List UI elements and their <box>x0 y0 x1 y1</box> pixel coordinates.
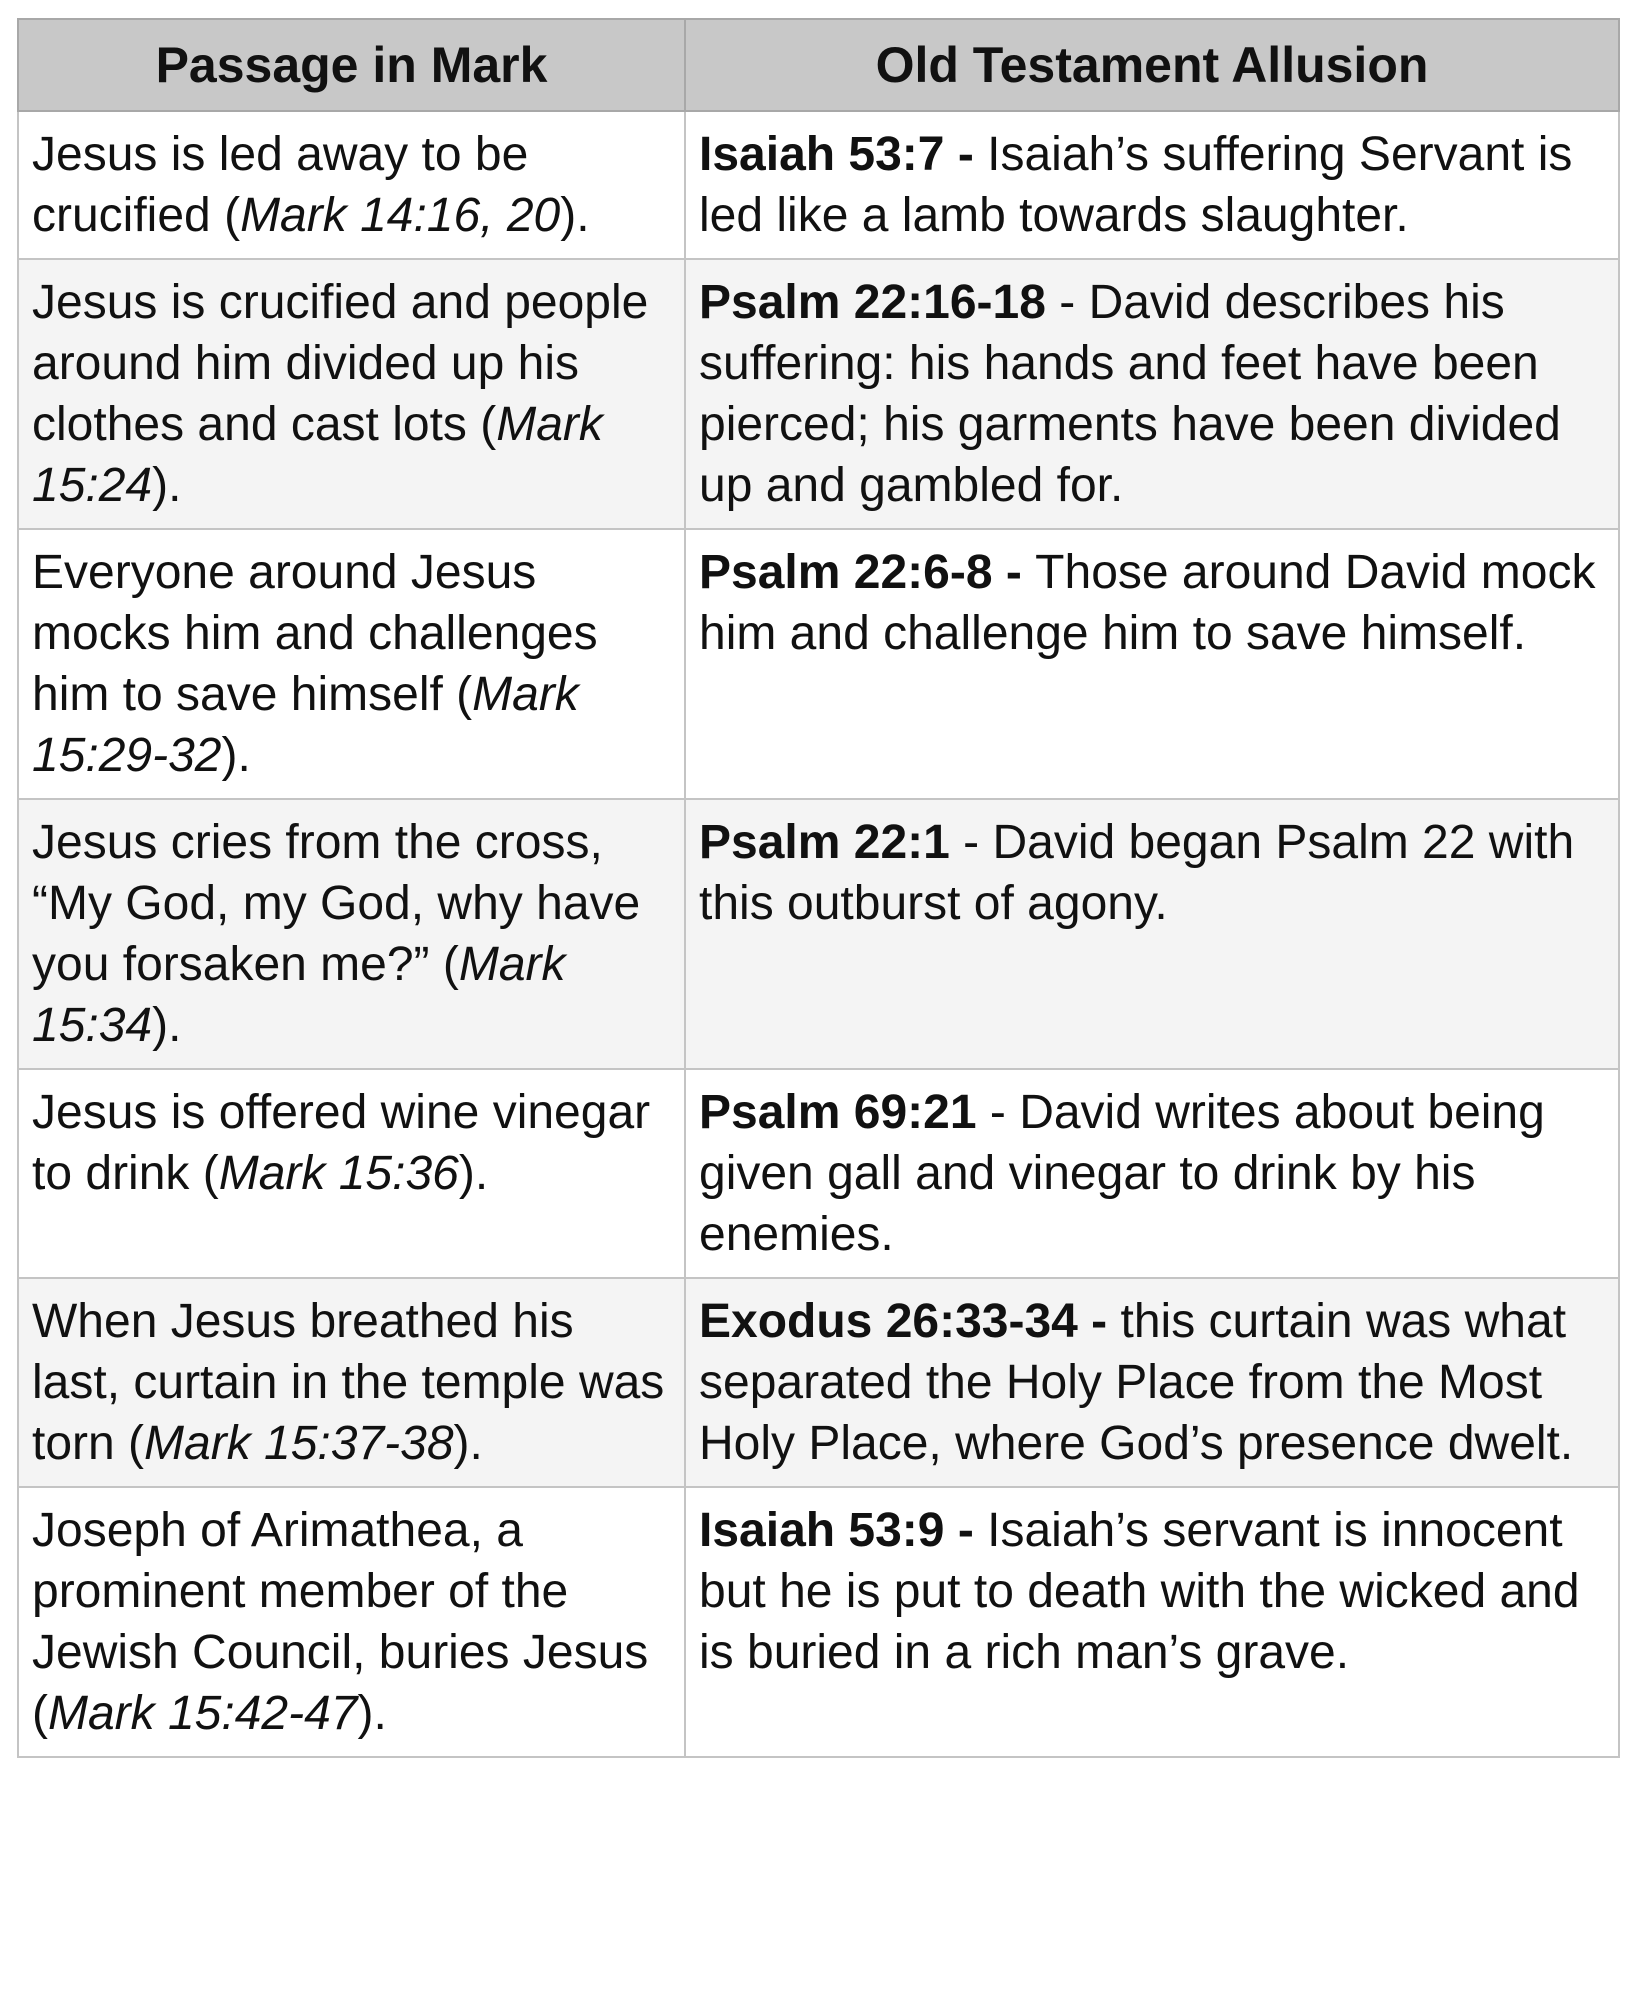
ot-description: Those around David mock him and challenge him to save himself. <box>699 546 1596 660</box>
table-body <box>18 111 1619 1757</box>
mark-citation: Mark 14:16, 20 <box>240 189 561 242</box>
mark-passage-end: ). <box>152 459 182 512</box>
mark-passage-end: ). <box>152 999 182 1052</box>
header-row <box>18 19 1619 111</box>
ot-reference: Psalm 69:21 <box>699 1086 977 1139</box>
ot-separator: - <box>1077 1295 1121 1348</box>
mark-passage-cell <box>18 799 685 1069</box>
mark-citation: Mark 15:37-38 <box>144 1417 454 1470</box>
mark-passage-text: Jesus is crucified and people around him divided up his clothes and cast lots ( <box>32 276 649 451</box>
ot-allusion-cell <box>685 1278 1619 1487</box>
mark-passage-text: When Jesus breathed his last, curtain in the temple was torn ( <box>32 1295 665 1470</box>
table-row <box>18 799 1619 1069</box>
table-row <box>18 529 1619 799</box>
mark-passage-cell <box>18 1069 685 1278</box>
mark-passage-text: Everyone around Jesus mocks him and challenges him to save himself ( <box>32 546 598 721</box>
ot-separator: - <box>944 128 988 181</box>
allusion-table <box>17 18 1620 1758</box>
table-header <box>18 19 1619 111</box>
ot-description: Isaiah’s servant is innocent but he is put to death with the wicked and is buried in a rich man’s grave. <box>699 1504 1580 1679</box>
mark-passage-end: ). <box>453 1417 483 1470</box>
ot-reference: Exodus 26:33-34 <box>699 1295 1078 1348</box>
ot-reference: Isaiah 53:9 <box>699 1504 945 1557</box>
ot-separator: - <box>992 546 1036 599</box>
mark-citation: Mark 15:24 <box>32 398 603 512</box>
header-passage-in-mark: Passage in Mark <box>18 19 685 111</box>
mark-citation: Mark 15:34 <box>32 938 566 1052</box>
mark-passage-cell <box>18 1487 685 1757</box>
mark-passage-end: ). <box>560 189 590 242</box>
ot-reference: Psalm 22:1 <box>699 816 950 869</box>
ot-reference: Psalm 22:16-18 <box>699 276 1046 329</box>
table-row <box>18 1487 1619 1757</box>
mark-passage-cell <box>18 529 685 799</box>
ot-separator: - <box>949 816 993 869</box>
ot-description: David writes about being given gall and vinegar to drink by his enemies. <box>699 1086 1545 1261</box>
mark-passage-end: ). <box>221 729 251 782</box>
mark-passage-text: Joseph of Arimathea, a prominent member of the Jewish Council, buries Jesus ( <box>32 1504 649 1740</box>
mark-passage-cell <box>18 111 685 259</box>
ot-description: David began Psalm 22 with this outburst of agony. <box>699 816 1575 930</box>
ot-separator: - <box>976 1086 1020 1139</box>
ot-allusion-cell <box>685 111 1619 259</box>
ot-reference: Isaiah 53:7 <box>699 128 945 181</box>
ot-allusion-cell <box>685 1069 1619 1278</box>
mark-passage-cell <box>18 259 685 529</box>
ot-description: David describes his suffering: his hands and feet have been pierced; his garments have been divided up and gambled for. <box>699 276 1561 512</box>
mark-citation: Mark 15:36 <box>218 1147 459 1200</box>
ot-reference: Psalm 22:6-8 <box>699 546 993 599</box>
mark-passage-cell <box>18 1278 685 1487</box>
mark-passage-text: Jesus is led away to be crucified ( <box>32 128 529 242</box>
mark-passage-end: ). <box>357 1687 387 1740</box>
ot-allusion-cell <box>685 799 1619 1069</box>
header-old-testament-allusion: Old Testament Allusion <box>685 19 1619 111</box>
ot-description: this curtain was what separated the Holy Place from the Most Holy Place, where God’s presence dwelt. <box>699 1295 1574 1470</box>
table-row <box>18 111 1619 259</box>
ot-allusion-cell <box>685 1487 1619 1757</box>
mark-citation: Mark 15:29-32 <box>32 668 579 782</box>
table-row <box>18 1278 1619 1487</box>
mark-passage-text: Jesus is offered wine vinegar to drink ( <box>32 1086 651 1200</box>
ot-allusion-cell <box>685 529 1619 799</box>
ot-separator: - <box>1045 276 1089 329</box>
mark-citation: Mark 15:42-47 <box>47 1687 358 1740</box>
ot-separator: - <box>944 1504 988 1557</box>
mark-passage-end: ). <box>458 1147 489 1200</box>
table-row <box>18 1069 1619 1278</box>
ot-description: Isaiah’s suffering Servant is led like a lamb towards slaughter. <box>699 128 1573 242</box>
table-row <box>18 259 1619 529</box>
ot-allusion-cell <box>685 259 1619 529</box>
mark-passage-text: Jesus cries from the cross, “My God, my God, why have you forsaken me?” ( <box>32 816 641 991</box>
